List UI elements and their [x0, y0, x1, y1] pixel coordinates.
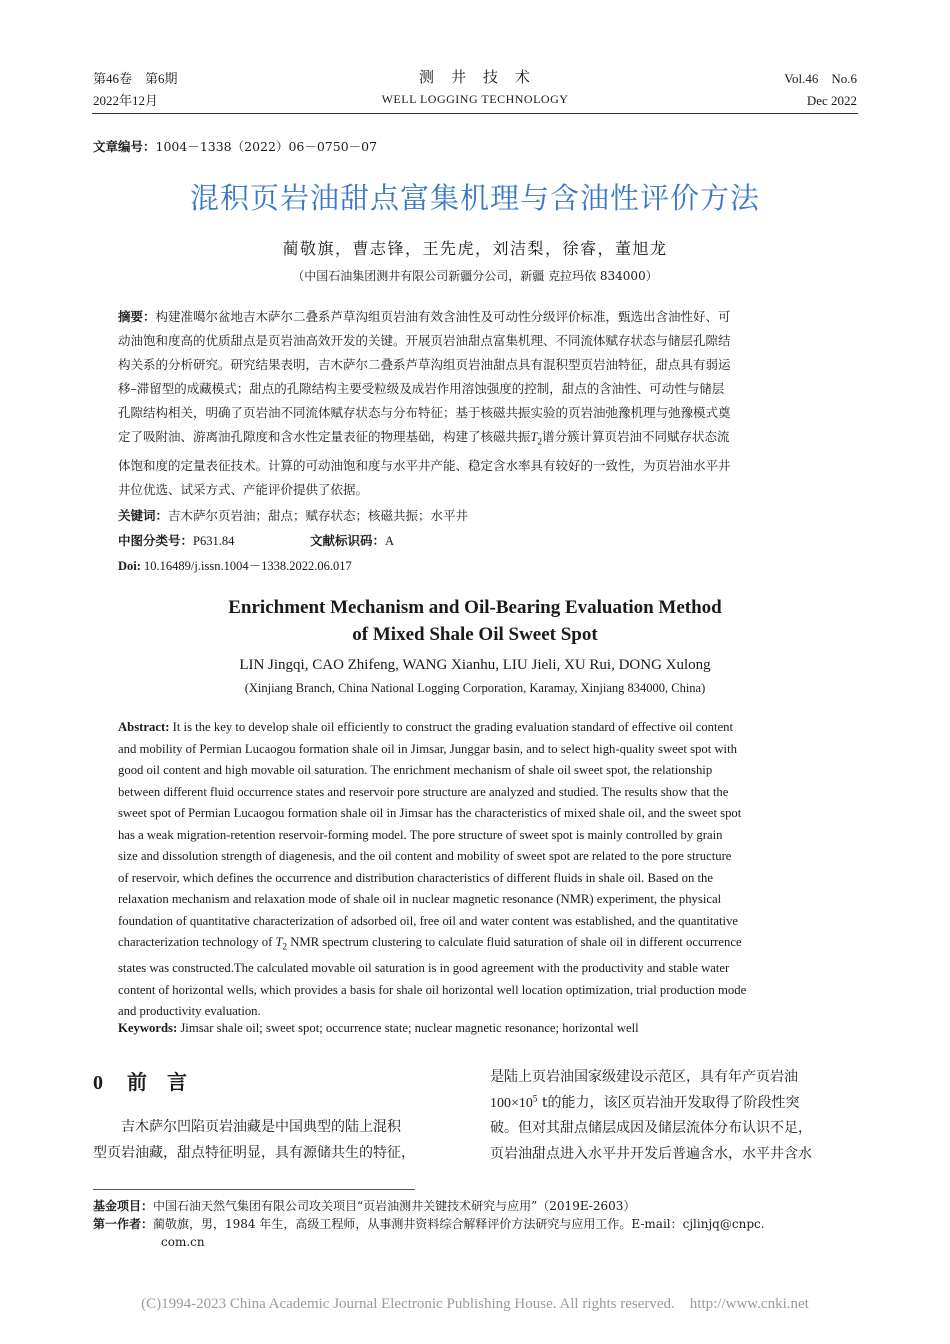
date-cn: 2022年12月 — [93, 93, 159, 108]
volume-issue-en: Vol.46 No.6 — [784, 71, 857, 86]
abstract-en-line: sweet spot of Permian Lucaogou formation shale oil in Jimsar has the characteristics of mixed shale oil, and the sweet spot — [118, 806, 742, 820]
doi — [118, 556, 352, 574]
abstract-cn-line: 构关系的分析研究。研究结果表明，吉木萨尔二叠系芦草沟组页岩油甜点具有混积型页岩油特征，甜点具有弱运 — [118, 357, 731, 372]
header-rule — [92, 113, 858, 114]
footnote-rule — [93, 1189, 415, 1190]
title-en — [0, 594, 950, 648]
keywords-cn-label: 关键词： — [118, 508, 169, 523]
fund-value: 中国石油天然气集团有限公司攻关项目“页岩油测井关键技术研究与应用”（2019E-2603） — [153, 1199, 636, 1213]
abstract-cn — [118, 305, 832, 502]
author-line — [93, 1215, 853, 1233]
document-code-value: A — [385, 534, 395, 548]
doi-value: 10.16489/j.issn.1004－1338.2022.06.017 — [144, 559, 352, 573]
abstract-en-line: characterization technology of $T_2$ NMR spectrum clustering to calculate fluid saturation of shale oil in different occurrence — [118, 935, 742, 952]
abstract-en-line: and productivity evaluation. — [118, 1004, 261, 1019]
body-left-column — [93, 1115, 463, 1166]
keywords-en-label: Keywords: — [118, 1021, 178, 1035]
volume-issue-cn: 第46卷 第6期 — [93, 71, 178, 86]
abstract-en-line: and mobility of Permian Lucaogou formation shale oil in Jimsar, Junggar basin, and to select high-quality sweet spot with — [118, 741, 737, 756]
body-line: 吉木萨尔凹陷页岩油藏是中国典型的陆上混积 — [121, 1119, 401, 1135]
keywords-en-value: Jimsar shale oil; sweet spot; occurrence state; nuclear magnetic resonance; horizontal well — [177, 1021, 639, 1035]
t2-subscript: 2 — [537, 436, 542, 447]
fund-line — [93, 1197, 853, 1215]
section-heading — [93, 1066, 187, 1095]
article-number — [93, 137, 377, 155]
clc-label: 中图分类号： — [118, 533, 194, 548]
abstract-en — [118, 717, 832, 1023]
abstract-cn-line: 定了吸附油、游离油孔隙度和含水性定量表征的物理基础，构建了核磁共振$T_2$谱分簇计算页岩油不同赋存状态流 — [118, 429, 730, 447]
title-en-line: of Mixed Shale Oil Sweet Spot — [352, 624, 598, 645]
authors-cn: 蔺敬旗，曹志锋，王先虎，刘洁梨，徐睿，董旭龙 — [282, 239, 668, 258]
author-label: 第一作者： — [93, 1217, 154, 1231]
abstract-en-line: of reservoir, which defines the occurrence and distribution characteristics of different fluids in shale oil. Based on the — [118, 870, 714, 885]
title-en-line: Enrichment Mechanism and Oil-Bearing Evaluation Method — [228, 597, 722, 618]
body-line: 页岩油甜点进入水平井开发后普遍含水，水平井含水 — [490, 1145, 812, 1162]
abstract-en-line: foundation of quantitative characterization of adsorbed oil, free oil and water content was established, and the quantitative — [118, 913, 739, 928]
author-value: 蔺敬旗，男，1984 年生，高级工程师，从事测井资料综合解释评价方法研究与应用工作。E-mail：cjlinjq@cnpc. — [153, 1217, 765, 1231]
abstract-en-line: content of horizontal wells, which provides a basis for shale oil horizontal well location optimization, trial production mode — [118, 982, 747, 997]
authors-en: LIN Jingqi, CAO Zhifeng, WANG Xianhu, LIU Jieli, XU Rui, DONG Xulong — [239, 657, 711, 673]
footnote — [93, 1197, 853, 1251]
abstract-en-line: states was constructed.The calculated movable oil saturation is in good agreement with the productivity and stable water — [118, 961, 730, 976]
abstract-cn-line: 动油饱和度高的优质甜点是页岩油高效开发的关键。开展页岩油甜点富集机理、不同流体赋存状态与储层孔隙结 — [118, 333, 731, 348]
affiliation-cn: （中国石油集团测井有限公司新疆分公司，新疆 克拉玛依 834000） — [292, 269, 658, 283]
keywords-en — [118, 1021, 639, 1036]
abstract-en-line: Abstract: It is the key to develop shale oil efficiently to construct the grading evaluation standard of effective oil content — [118, 720, 734, 734]
journal-title-en: WELL LOGGING TECHNOLOGY — [381, 92, 569, 106]
article-number-label: 文章编号： — [93, 139, 156, 154]
clc-number — [118, 531, 234, 549]
keywords-cn — [118, 506, 468, 524]
body-line: 破。但对其甜点储层成因及储层流体分布认识不足， — [490, 1120, 812, 1136]
document-code — [310, 531, 394, 549]
abstract-cn-label: 摘要： — [118, 309, 156, 324]
body-line: 是陆上页岩油国家级建设示范区，具有年产页岩油 — [490, 1069, 798, 1085]
date-en: Dec 2022 — [806, 93, 857, 108]
journal-title-cn: 测 井 技 术 — [418, 68, 531, 86]
abstract-cn-line: 井位优选、试采方式、产能评价提供了依据。 — [118, 481, 369, 497]
document-code-label: 文献标识码： — [310, 533, 386, 548]
abstract-cn-line: 移–滞留型的成藏模式；甜点的孔隙结构主要受粒级及成岩作用溶蚀强度的控制，甜点的含油性、可动性与储层 — [118, 381, 725, 396]
abstract-en-line: size and dissolution strength of diagenesis, and the oil content and mobility of sweet spot are related to the pore structure — [118, 849, 732, 863]
abstract-en-line: between different fluid occurrence states and reservoir pore structure are analyzed and studied. The results show that the — [118, 784, 729, 799]
t2-subscript-en: 2 — [282, 941, 288, 952]
t2-symbol-en: T — [275, 935, 283, 949]
abstract-en-line: has a weak migration-retention reservoir-forming model. The pore structure of sweet spot is mainly controlled by grain — [118, 827, 723, 842]
body-right-column — [490, 1065, 860, 1167]
abstract-en-line: good oil content and high movable oil saturation. The enrichment mechanism of shale oil sweet spot, the relationship — [118, 763, 713, 777]
abstract-en-label: Abstract: — [118, 720, 170, 734]
fund-label: 基金项目： — [93, 1199, 154, 1213]
author-line-cont: com.cn — [161, 1235, 205, 1249]
body-line: $100\times 10^5$ t的能力，该区页岩油开发取得了阶段性突 — [490, 1092, 800, 1111]
abstract-cn-line: 孔隙结构相关，明确了页岩油不同流体赋存状态与分布特征；基于核磁共振实验的页岩油弛豫机理与弛豫模式奠 — [118, 405, 731, 420]
abstract-cn-line: 摘要：构建准噶尔盆地吉木萨尔二叠系芦草沟组页岩油有效含油性及可动性分级评价标准，甄选出含油性好、可 — [118, 309, 731, 324]
copyright-notice: (C)1994-2023 China Academic Journal Electronic Publishing House. All rights reserved. http://www.cnki.net — [141, 1296, 809, 1312]
body-line: 型页岩油藏，甜点特征明显，具有源储共生的特征， — [93, 1144, 415, 1161]
abstract-en-line: relaxation mechanism and relaxation mode of shale oil in nuclear magnetic resonance (NMR) experiment, the physical — [118, 892, 722, 906]
keywords-cn-value: 吉木萨尔页岩油；甜点；赋存状态；核磁共振；水平井 — [168, 508, 469, 523]
page-title: 混积页岩油甜点富集机理与含油性评价方法 — [189, 181, 760, 215]
section-title: 前 言 — [127, 1070, 187, 1094]
doi-label: Doi: — [118, 559, 145, 573]
section-number: 0 — [93, 1072, 103, 1094]
affiliation-en: (Xinjiang Branch, China National Logging Corporation, Karamay, Xinjiang 834000, China) — [244, 681, 706, 695]
article-number-value: 1004－1338（2022）06－0750－07 — [155, 139, 378, 154]
clc-value: P631.84 — [193, 534, 235, 548]
t2-symbol: T — [530, 430, 538, 444]
abstract-cn-line: 体饱和度的定量表征技术。计算的可动油饱和度与水平井产能、稳定含水率具有较好的一致性，为页岩油水平井 — [118, 457, 731, 473]
